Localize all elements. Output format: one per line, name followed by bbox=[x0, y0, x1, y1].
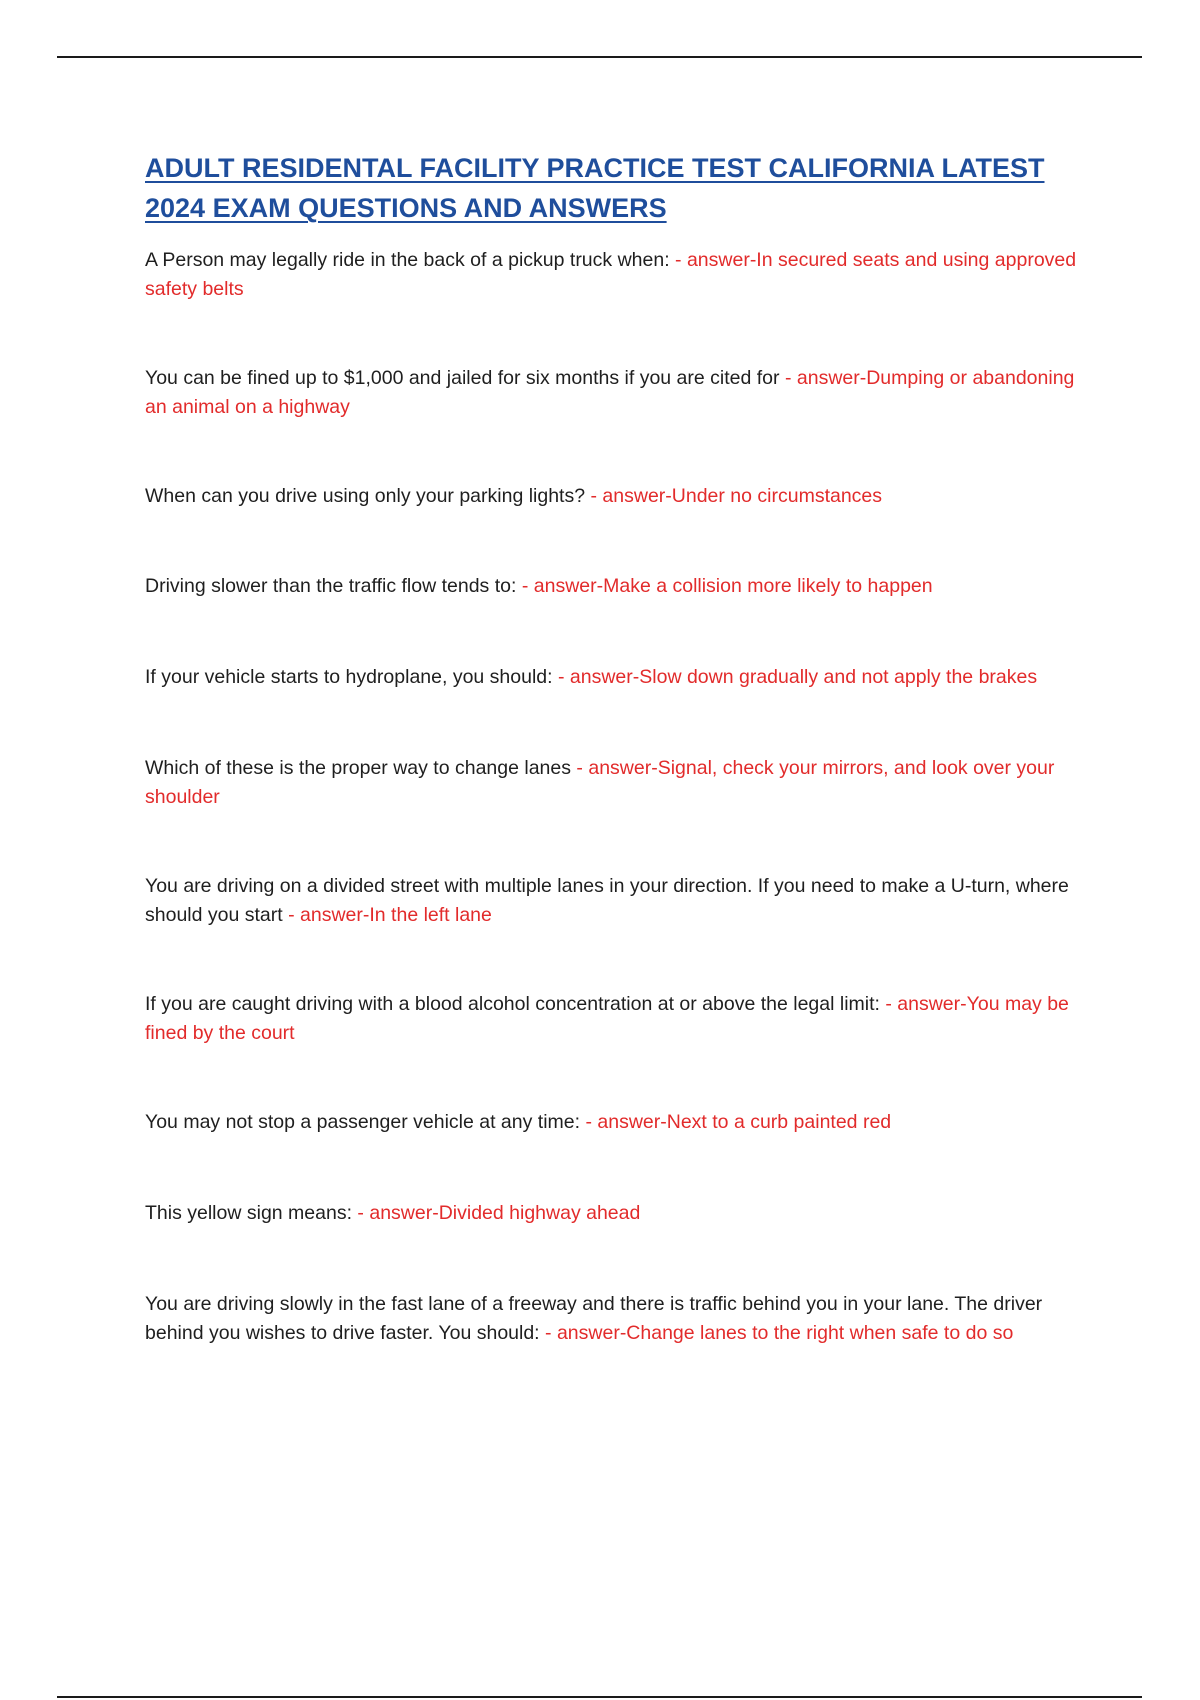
question-text: If you are caught driving with a blood alcohol concentration at or above the legal limit: bbox=[145, 993, 880, 1015]
qa-item bbox=[145, 872, 1095, 930]
answer-value: answer-Dumping or abandoning an animal on a highway bbox=[145, 367, 1075, 418]
qa-item bbox=[145, 482, 1095, 511]
qa-item bbox=[145, 990, 1095, 1048]
qa-item bbox=[145, 1199, 1095, 1228]
answer-text bbox=[580, 1111, 891, 1133]
answer-separator: - bbox=[879, 993, 898, 1015]
answer-value: answer-Signal, check your mirrors, and look over your shoulder bbox=[145, 757, 1055, 808]
answer-value: answer-Divided highway ahead bbox=[369, 1202, 641, 1224]
qa-item bbox=[145, 663, 1095, 692]
question-text: You are driving slowly in the fast lane of a freeway and there is traffic behind you in your lane. The driver behind you wishes to drive faster. You should: bbox=[145, 1293, 1043, 1344]
question-text: Which of these is the proper way to change lanes bbox=[145, 757, 571, 779]
answer-separator: - bbox=[282, 904, 301, 926]
question-text: You can be fined up to $1,000 and jailed for six months if you are cited for bbox=[145, 367, 780, 389]
question-text: If your vehicle starts to hydroplane, you should: bbox=[145, 666, 553, 688]
document-body bbox=[145, 148, 1095, 1348]
answer-value: answer-Under no circumstances bbox=[602, 485, 883, 507]
qa-item bbox=[145, 246, 1095, 304]
answer-separator: - bbox=[539, 1322, 557, 1344]
answer-separator: - bbox=[516, 575, 534, 597]
answer-value: answer-Make a collision more likely to happen bbox=[533, 575, 933, 597]
answer-separator: - bbox=[552, 666, 570, 688]
answer-value: answer-Next to a curb painted red bbox=[597, 1111, 892, 1133]
question-text: A Person may legally ride in the back of a pickup truck when: bbox=[145, 249, 670, 271]
question-text: Driving slower than the traffic flow tends to: bbox=[145, 575, 517, 597]
question-text: You are driving on a divided street with multiple lanes in your direction. If you need to make a U-turn, where should you start bbox=[145, 875, 1069, 926]
answer-separator: - bbox=[585, 485, 603, 507]
answer-text bbox=[553, 666, 1038, 688]
document-title: ADULT RESIDENTAL FACILITY PRACTICE TEST CALIFORNIA LATEST 2024 EXAM QUESTIONS AND ANSWERS bbox=[145, 153, 1045, 223]
answer-text bbox=[516, 575, 932, 597]
answer-separator: - bbox=[669, 249, 687, 271]
question-text: When can you drive using only your parking lights? bbox=[145, 485, 586, 507]
answer-value: answer-You may be fined by the court bbox=[145, 993, 1069, 1044]
answer-separator: - bbox=[779, 367, 797, 389]
question-text: This yellow sign means: bbox=[145, 1202, 352, 1224]
answer-text bbox=[352, 1202, 640, 1224]
answer-text bbox=[585, 485, 882, 507]
answer-text bbox=[283, 904, 492, 926]
qa-item bbox=[145, 364, 1095, 422]
qa-item bbox=[145, 1290, 1095, 1348]
bottom-rule bbox=[57, 1696, 1142, 1698]
answer-value: answer-In secured seats and using approved safety belts bbox=[145, 249, 1077, 300]
answer-value: answer-In the left lane bbox=[300, 904, 492, 926]
answer-value: answer-Change lanes to the right when safe to do so bbox=[556, 1322, 1014, 1344]
qa-item bbox=[145, 572, 1095, 601]
qa-item bbox=[145, 754, 1095, 812]
answer-text bbox=[540, 1322, 1014, 1344]
answer-value: answer-Slow down gradually and not apply the brakes bbox=[569, 666, 1038, 688]
qa-list bbox=[145, 246, 1095, 1348]
question-text: You may not stop a passenger vehicle at any time: bbox=[145, 1111, 581, 1133]
answer-separator: - bbox=[571, 757, 589, 779]
top-rule bbox=[57, 56, 1142, 58]
answer-separator: - bbox=[352, 1202, 370, 1224]
answer-separator: - bbox=[580, 1111, 598, 1133]
qa-item bbox=[145, 1108, 1095, 1137]
